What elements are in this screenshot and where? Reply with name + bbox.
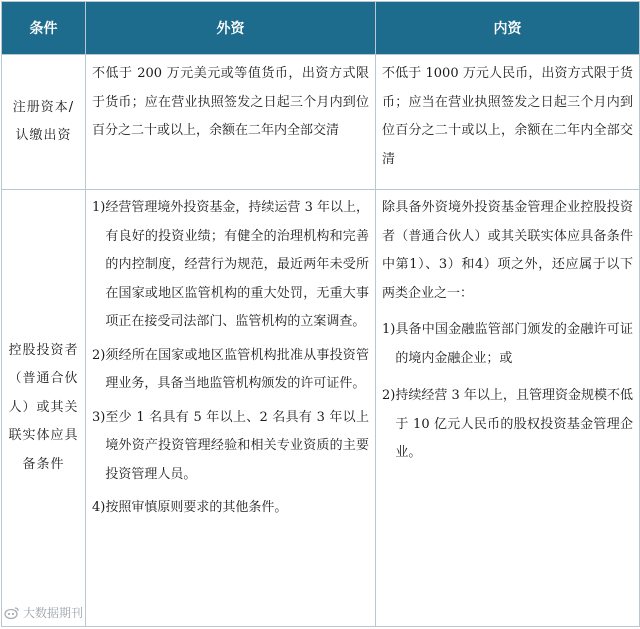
item-text: 具备中国金融监管部门颁发的金融许可证的境内金融企业；或 xyxy=(395,322,633,366)
watermark xyxy=(4,604,83,621)
header-foreign: 外资 xyxy=(86,2,376,55)
row-registered-capital xyxy=(2,55,640,190)
header-domestic: 内资 xyxy=(376,2,640,55)
domestic-items-list xyxy=(382,316,633,468)
list-item xyxy=(92,404,369,490)
row-investor-conditions xyxy=(2,190,640,627)
item-number: 1) xyxy=(92,200,106,215)
foreign-capital-text: 不低于 200 万元美元或等值货币，出资方式限于货币；应在营业执照签发之日起三个月内到位百分之二十或以上，余额在二年内全部交清 xyxy=(86,55,376,190)
list-item xyxy=(92,194,369,337)
item-number: 2) xyxy=(382,388,396,403)
domestic-investor-conditions xyxy=(376,190,640,627)
item-number: 2) xyxy=(92,347,106,363)
domestic-intro-text: 除具备外资境外投资基金管理企业控股投资者（普通合伙人）或其关联实体应具备条件中第1）、3）和4）项之外，还应属于以下两类企业之一： xyxy=(382,200,633,301)
domestic-capital-text: 不低于 1000 万元人民币，出资方式限于货币；应当在营业执照签发之日起三个月内到位百分之二十或以上，余额在二年内全部交清 xyxy=(376,55,640,190)
item-number: 1) xyxy=(382,322,396,337)
row-condition-investor: 控股投资者（普通合伙人）或其关联实体应具备条件 xyxy=(2,190,86,627)
comparison-table xyxy=(1,1,640,627)
row-condition-capital: 注册资本/认缴出资 xyxy=(2,55,86,190)
item-text: 经营管理境外投资基金，持续运营 3 年以上，有良好的投资业绩；有健全的治理机构和完善的内控制度，经营行为规范，最近两年未受所在国家或地区监管机构的重大处罚，无重大事项正在接受司法部门、监管机构的立案调查。 xyxy=(105,200,369,329)
item-text: 按照审慎原则要求的其他条件。 xyxy=(105,500,288,515)
item-number: 4) xyxy=(92,500,106,515)
foreign-items-list xyxy=(92,194,369,523)
header-condition: 条件 xyxy=(2,2,86,55)
item-text: 持续经营 3 年以上，且管理资金规模不低于 10 亿元人民币的股权投资基金管理企业。 xyxy=(395,388,633,460)
watermark-logo-icon xyxy=(4,606,20,620)
list-item xyxy=(92,494,369,523)
list-item xyxy=(92,342,369,399)
item-text: 至少 1 名具有 5 年以上、2 名具有 3 年以上境外资产投资管理经验和相关专业资质的主要投资管理人员。 xyxy=(105,409,369,482)
list-item xyxy=(382,316,633,373)
item-text: 须经所在国家或地区监管机构批准从事投资管理业务，具备当地监管机构颁发的许可证件。 xyxy=(105,347,369,391)
item-number: 3) xyxy=(92,409,106,425)
foreign-investor-conditions xyxy=(86,190,376,627)
watermark-text: 大数据期刊 xyxy=(23,606,84,620)
list-item xyxy=(382,382,633,468)
header-row xyxy=(2,2,640,55)
